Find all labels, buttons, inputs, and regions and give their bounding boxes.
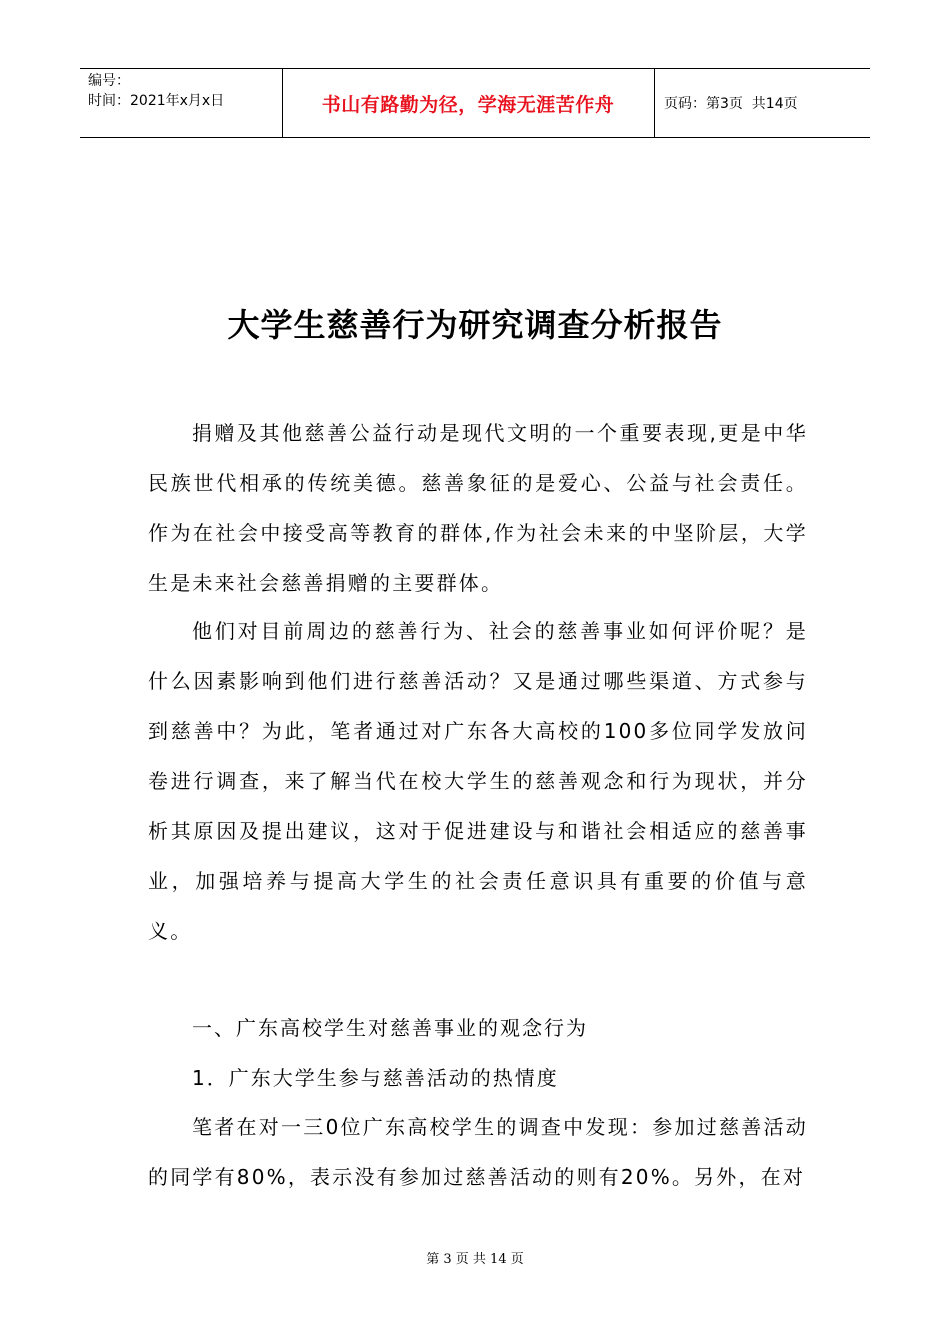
section-heading: 一、广东高校学生对慈善事业的观念行为 — [192, 1016, 588, 1040]
document-title: 大学生慈善行为研究调查分析报告 — [227, 306, 723, 344]
header-motto: 书山有路勤为径，学海无涯苦作舟 — [321, 93, 615, 116]
paragraph-findings: 笔者在对一三0位广东高校学生的调查中发现：参加过慈善活动的同学有80%，表示没有参加过慈善活动的则有20%。另外，在对 — [148, 1115, 808, 1189]
paragraph-purpose: 他们对目前周边的慈善行为、社会的慈善事业如何评价呢？是什么因素影响到他们进行慈善活动？又是通过哪些渠道、方式参与到慈善中？为此，笔者通过对广东各大高校的100多位同学发放问卷进行调查，来了解当代在校大学生的慈善观念和行为现状，并分析其原因及提出建议，这对于促进建设与和谐社会相适应的慈善事业，加强培养与提高大学生的社会责任意识具有重要的价值与意义。 — [148, 619, 808, 943]
header-divider — [654, 69, 655, 137]
page-footer: 第 3 页 共 14 页 — [426, 1252, 524, 1267]
header-table — [80, 68, 870, 138]
header-page-info: 页码：第3页 共14页 — [664, 96, 798, 112]
time-label: 时间：2021年x月x日 — [88, 93, 225, 109]
subsection-heading: 1．广东大学生参与慈善活动的热情度 — [192, 1066, 559, 1090]
paragraph-intro: 捐赠及其他慈善公益行动是现代文明的一个重要表现,更是中华民族世代相承的传统美德。慈善象征的是爱心、公益与社会责任。作为在社会中接受高等教育的群体,作为社会未来的中坚阶层，大学生是未来社会慈善捐赠的主要群体。 — [148, 421, 808, 595]
header-meta — [88, 71, 278, 111]
number-label: 编号： — [88, 73, 130, 89]
